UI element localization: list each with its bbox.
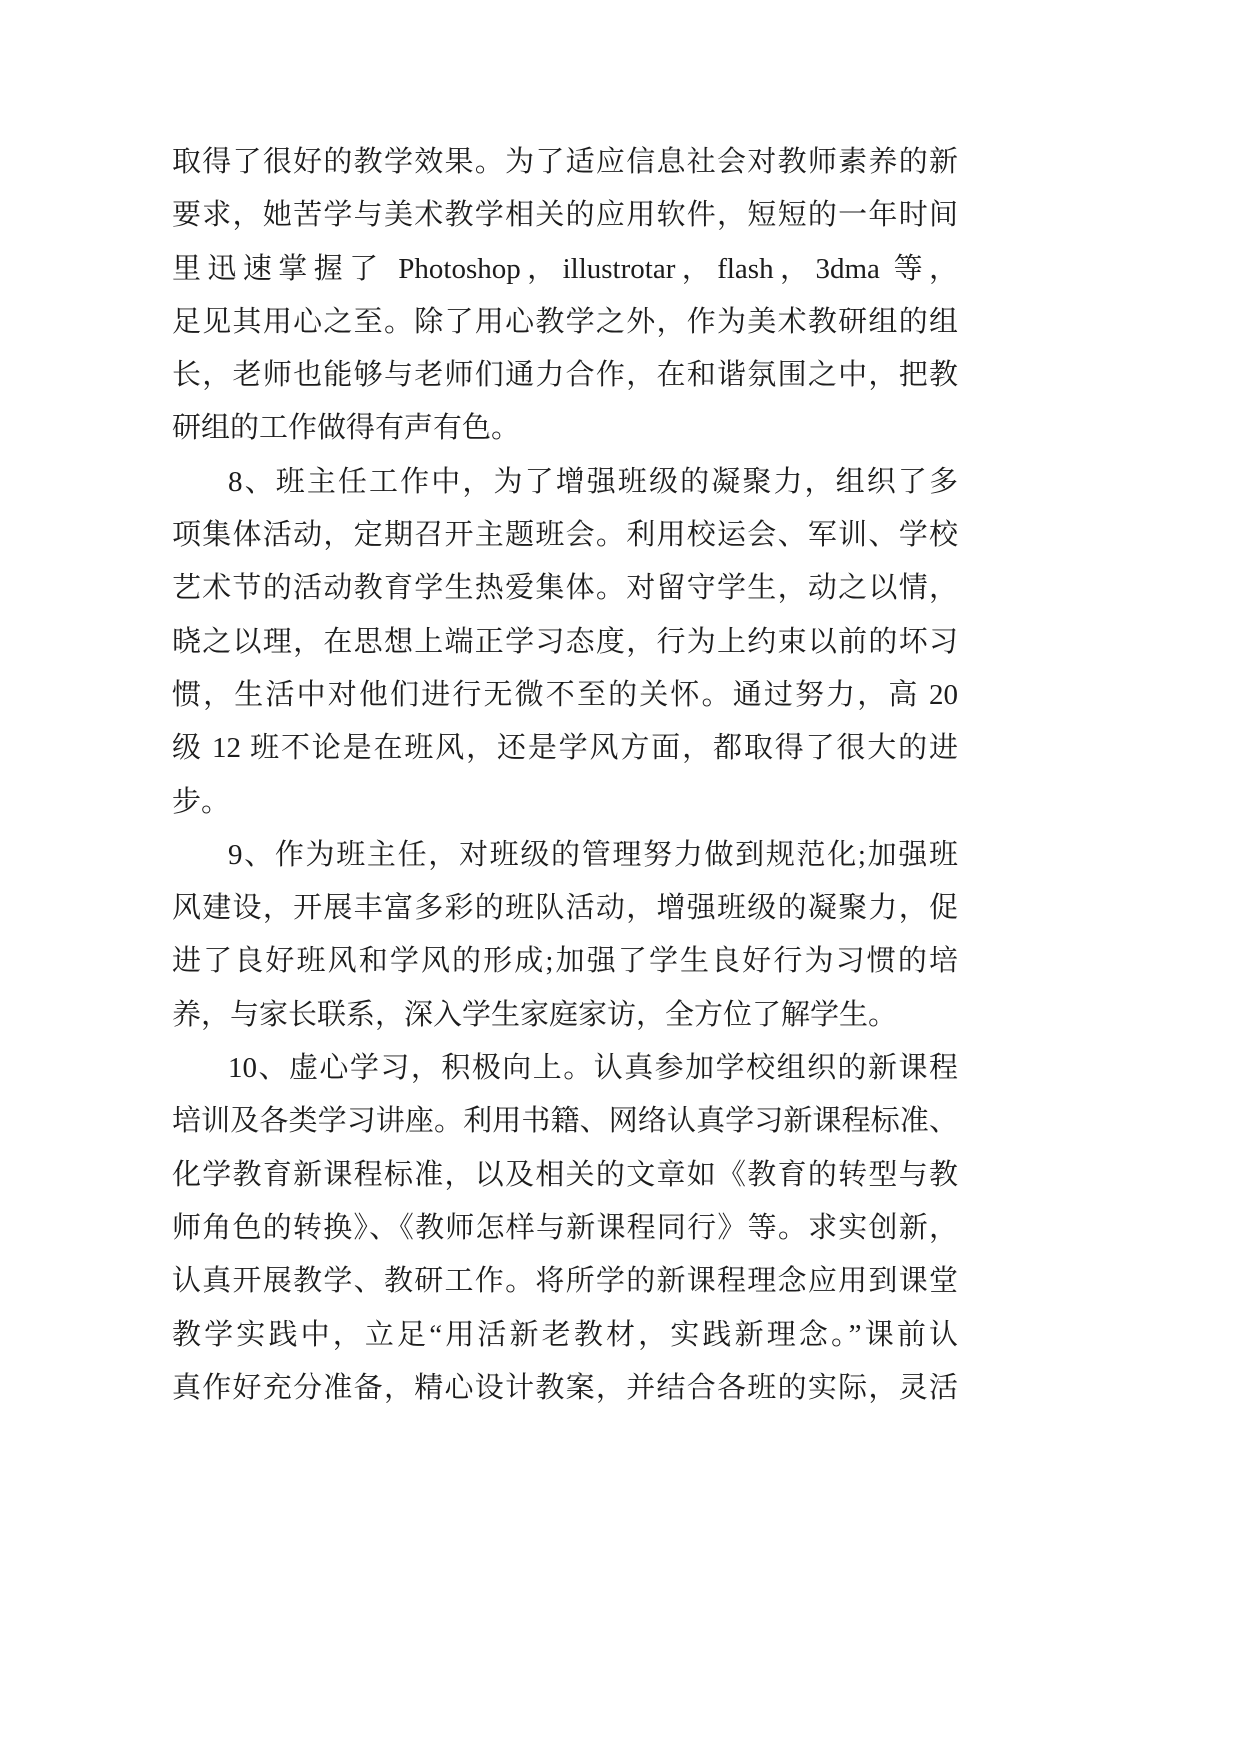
text-line: 取得了很好的教学效果。为了适应信息社会对教师素养的新 <box>172 146 958 178</box>
text-line: 10、虚心学习，积极向上。认真参加学校组织的新课程 <box>228 1052 958 1085</box>
text-line: 研组的工作做得有声有色。 <box>172 412 521 445</box>
text-line: 培训及各类学习讲座。利用书籍、网络认真学习新课程标准、 <box>172 1105 958 1138</box>
text-line: 项集体活动，定期召开主题班会。利用校运会、军训、学校 <box>172 519 958 552</box>
text-line: 艺术节的活动教育学生热爱集体。对留守学生，动之以情， <box>172 572 958 605</box>
text-line: 进了良好班风和学风的形成;加强了学生良好行为习惯的培 <box>172 945 958 978</box>
text-line: 8、班主任工作中，为了增强班级的凝聚力，组织了多 <box>228 465 958 498</box>
text-line: 风建设，开展丰富多彩的班队活动，增强班级的凝聚力，促 <box>172 892 958 925</box>
text-line: 教学实践中，立足“用活新老教材，实践新理念。”课前认 <box>172 1318 958 1351</box>
text-line: 要求，她苦学与美术教学相关的应用软件，短短的一年时间 <box>172 199 958 232</box>
text-line: 师角色的转换》、《教师怎样与新课程同行》等。求实创新， <box>172 1211 958 1244</box>
text-line: 养，与家长联系，深入学生家庭家访，全方位了解学生。 <box>172 998 898 1031</box>
text-line: 化学教育新课程标准，以及相关的文章如《教育的转型与教 <box>172 1158 958 1191</box>
document-body <box>172 136 958 1415</box>
text-line: 9、作为班主任，对班级的管理努力做到规范化;加强班 <box>228 838 958 871</box>
paragraph <box>172 829 958 1042</box>
text-line: 认真开展教学、教研工作。将所学的新课程理念应用到课堂 <box>172 1265 958 1298</box>
paragraph <box>172 136 958 456</box>
text-line: 真作好充分准备，精心设计教案，并结合各班的实际，灵活 <box>172 1371 958 1404</box>
paragraph <box>172 456 958 829</box>
text-line: 步。 <box>172 785 231 818</box>
text-line: 长，老师也能够与老师们通力合作，在和谐氛围之中，把教 <box>172 359 958 392</box>
text-line: 级 12 班不论是在班风，还是学风方面，都取得了很大的进 <box>172 732 958 765</box>
text-line: 惯，生活中对他们进行无微不至的关怀。通过努力，高 20 <box>172 678 958 711</box>
paragraph <box>172 1042 958 1415</box>
text-line: 晓之以理，在思想上端正学习态度，行为上约束以前的坏习 <box>172 625 958 658</box>
text-line: 足见其用心之至。除了用心教学之外，作为美术教研组的组 <box>172 305 958 338</box>
text-line: 里迅速掌握了 Photoshop，illustrotar，flash，3dma 等， <box>172 252 958 285</box>
